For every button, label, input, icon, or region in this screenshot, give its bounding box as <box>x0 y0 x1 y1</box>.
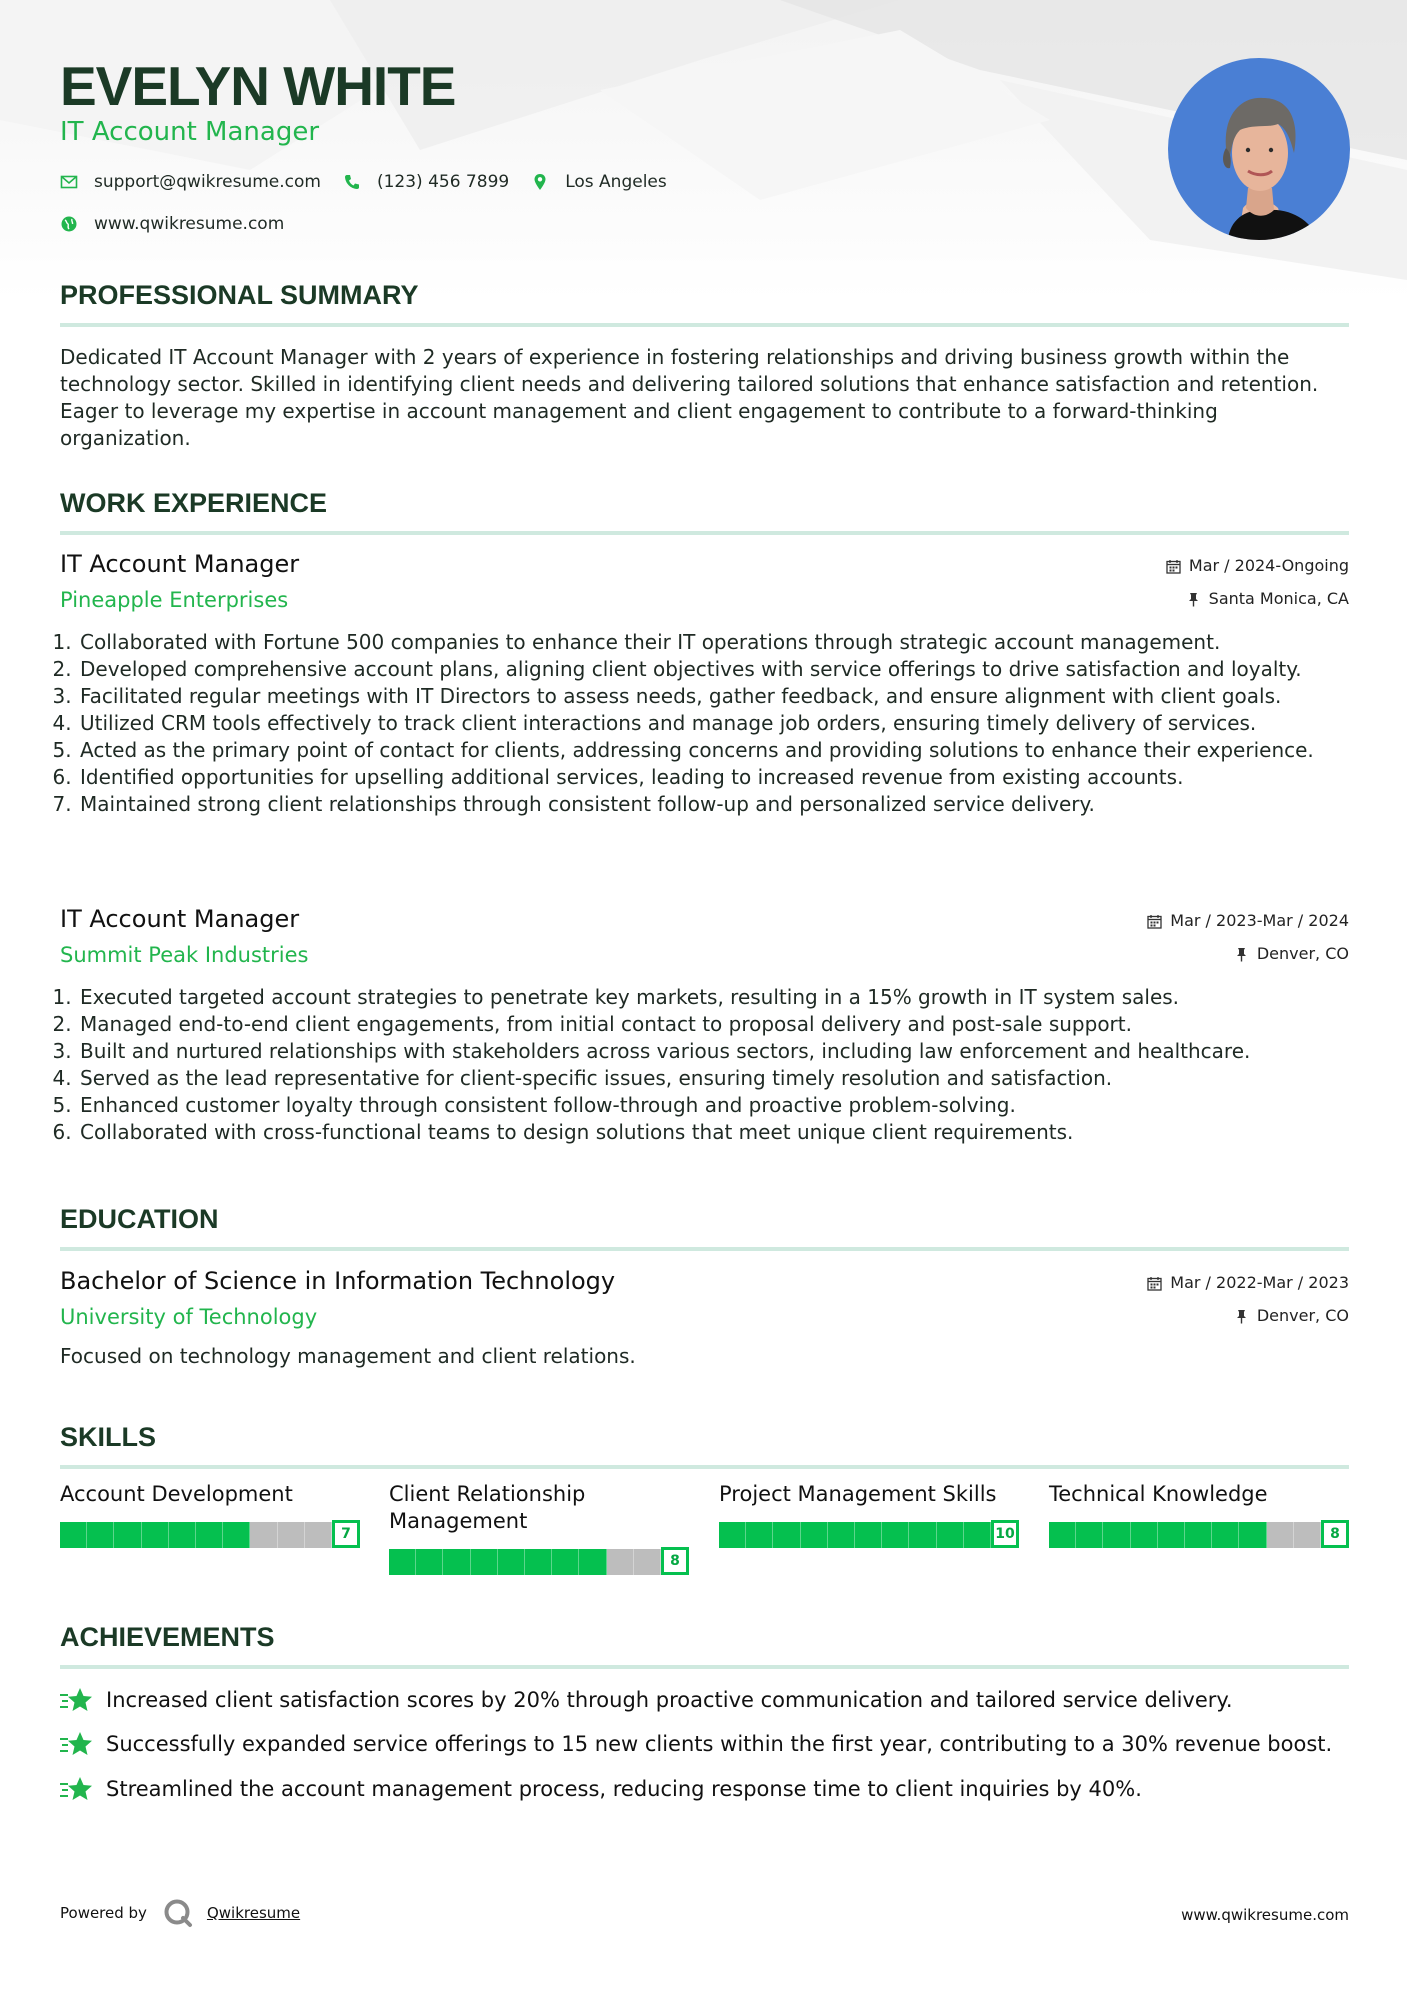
achievements-heading: ACHIEVEMENTS <box>60 1622 1349 1669</box>
job-dates-text: Mar / 2024-Ongoing <box>1188 556 1349 575</box>
skill-bar-segment <box>801 1522 828 1548</box>
calendar-icon <box>1147 1276 1162 1291</box>
skill-name: Client Relationship Management <box>389 1482 586 1533</box>
list-item: 5. Acted as the primary point of contact for clients, addressing concerns and providing solutions to enhance their experience. <box>78 737 1367 764</box>
contact-phone[interactable] <box>343 172 509 192</box>
education-heading: EDUCATION <box>60 1204 1349 1251</box>
job-location <box>1234 944 1349 964</box>
skill-bar-segment <box>719 1522 746 1548</box>
skill-bar-segment <box>882 1522 909 1548</box>
achievement-item <box>60 1686 1349 1714</box>
achievement-item <box>60 1730 1349 1758</box>
skill-bar-segment <box>828 1522 855 1548</box>
candidate-title: IT Account Manager <box>60 117 320 147</box>
skill-bar-segment <box>1103 1522 1130 1548</box>
profile-photo <box>1168 58 1350 240</box>
job-dates <box>1166 556 1349 576</box>
contact-location <box>531 172 667 192</box>
calendar-icon <box>1147 914 1162 929</box>
list-item: 4. Utilized CRM tools effectively to track client interactions and manage job orders, ensuring timely delivery of services. <box>78 710 1367 737</box>
footer-website[interactable]: www.qwikresume.com <box>1181 1906 1349 1924</box>
skill-bar-segment <box>250 1522 277 1548</box>
job-location <box>1186 589 1349 609</box>
job-dates <box>1147 911 1349 931</box>
list-item: 6. Collaborated with cross-functional teams to design solutions that meet unique client requirements. <box>78 1119 1367 1146</box>
skill-name: Project Management Skills <box>719 1482 997 1506</box>
skill-level-bar <box>1049 1520 1349 1548</box>
star-award-icon <box>60 1686 92 1714</box>
footer-powered-by <box>60 1898 300 1928</box>
degree-name: Bachelor of Science in Information Technology <box>60 1267 616 1295</box>
skill-bar-segment <box>114 1522 141 1548</box>
candidate-name: EVELYN WHITE <box>60 55 456 117</box>
powered-by-label: Powered by <box>60 1904 147 1922</box>
skill-bar-segment <box>525 1549 552 1575</box>
education-location-text: Denver, CO <box>1256 1306 1349 1325</box>
skill-item <box>389 1481 689 1569</box>
skill-item <box>1049 1481 1349 1542</box>
education-entry-header <box>60 1266 1349 1329</box>
skill-bar-segment <box>1239 1522 1266 1548</box>
pushpin-icon <box>1234 947 1249 962</box>
skill-bar-segment <box>746 1522 773 1548</box>
skill-level-number: 10 <box>991 1520 1019 1548</box>
skill-bar-segment <box>607 1549 634 1575</box>
star-award-icon <box>60 1775 92 1803</box>
map-pin-icon <box>531 173 549 191</box>
pushpin-icon <box>1234 1309 1249 1324</box>
skill-bar-segment <box>909 1522 936 1548</box>
list-item: 4. Served as the lead representative for client-specific issues, ensuring timely resolution and satisfaction. <box>78 1065 1367 1092</box>
skill-bar-segment <box>634 1549 661 1575</box>
skill-name: Technical Knowledge <box>1049 1482 1268 1506</box>
phone-text: (123) 456 7899 <box>376 172 510 192</box>
phone-icon <box>343 173 361 191</box>
education-dates-text: Mar / 2022-Mar / 2023 <box>1170 1273 1349 1292</box>
contact-row-website <box>60 214 306 234</box>
list-item: 3. Facilitated regular meetings with IT Directors to assess needs, gather feedback, and ensure alignment with client goals. <box>78 683 1367 710</box>
qwikresume-link[interactable]: Qwikresume <box>206 1904 301 1922</box>
skill-bar-segment <box>855 1522 882 1548</box>
job-bullets <box>60 984 1367 1146</box>
skill-bar-segment <box>169 1522 196 1548</box>
skill-item <box>719 1481 1019 1542</box>
skill-bar-segment <box>278 1522 305 1548</box>
job-location-text: Santa Monica, CA <box>1208 589 1349 608</box>
skill-bar-segment <box>773 1522 800 1548</box>
envelope-icon <box>60 173 78 191</box>
skill-level-number: 8 <box>661 1547 689 1575</box>
company-name: Pineapple Enterprises <box>60 588 289 612</box>
contact-website[interactable] <box>60 214 284 234</box>
skill-bar-segment <box>964 1522 991 1548</box>
skill-bar-segment <box>87 1522 114 1548</box>
skills-heading: SKILLS <box>60 1422 1349 1469</box>
job-bullets <box>60 629 1367 818</box>
website-text: www.qwikresume.com <box>94 214 285 234</box>
summary-text: Dedicated IT Account Manager with 2 years of experience in fostering relationships and driving business growth within the technology sector. Skilled in identifying client needs and delivering tailored solutions that enhance satisfaction and retention. Eager to leverage my expertise in account management and client engagement to contribute to a forward-thinking organization. <box>60 345 1319 450</box>
skill-level-bar <box>60 1520 360 1548</box>
list-item: 5. Enhanced customer loyalty through consistent follow-through and proactive problem-solving. <box>78 1092 1367 1119</box>
qwikresume-logo-icon <box>163 1898 193 1928</box>
job-entry-header <box>60 549 1349 612</box>
summary-heading: PROFESSIONAL SUMMARY <box>60 280 1349 327</box>
email-text: support@qwikresume.com <box>94 172 321 192</box>
skill-bar-segment <box>223 1522 250 1548</box>
skill-bar-segment <box>1212 1522 1239 1548</box>
job-dates-text: Mar / 2023-Mar / 2024 <box>1170 911 1349 930</box>
job-location-text: Denver, CO <box>1256 944 1349 963</box>
list-item: 1. Executed targeted account strategies to penetrate key markets, resulting in a 15% growth in IT system sales. <box>78 984 1367 1011</box>
contact-email[interactable] <box>60 172 321 192</box>
skill-bar-segment <box>389 1549 416 1575</box>
job-entry-header <box>60 904 1349 967</box>
skill-name: Account Development <box>60 1482 293 1506</box>
skill-bar-segment <box>1131 1522 1158 1548</box>
skill-level-bar <box>719 1520 1019 1548</box>
skill-item <box>60 1481 360 1542</box>
skill-bar-segment <box>1294 1522 1321 1548</box>
education-dates <box>1147 1273 1349 1293</box>
achievement-item <box>60 1775 1349 1803</box>
school-name: University of Technology <box>60 1305 318 1329</box>
pushpin-icon <box>1186 592 1201 607</box>
skill-bar-segment <box>552 1549 579 1575</box>
list-item: 2. Managed end-to-end client engagements, from initial contact to proposal delivery and post-sale support. <box>78 1011 1367 1038</box>
globe-icon <box>60 215 78 233</box>
skill-bar-segment <box>142 1522 169 1548</box>
list-item: 3. Built and nurtured relationships with stakeholders across various sectors, including law enforcement and healthcare. <box>78 1038 1367 1065</box>
location-text: Los Angeles <box>565 172 667 192</box>
skill-bar-segment <box>443 1549 470 1575</box>
experience-heading: WORK EXPERIENCE <box>60 488 1349 535</box>
skill-bar-segment <box>60 1522 87 1548</box>
skill-bar-segment <box>1267 1522 1294 1548</box>
skill-bar-segment <box>471 1549 498 1575</box>
skill-bar-segment <box>1076 1522 1103 1548</box>
skill-level-bar <box>389 1547 689 1575</box>
skill-bar-segment <box>937 1522 964 1548</box>
skill-bar-segment <box>305 1522 332 1548</box>
achievement-text: Streamlined the account management process, reducing response time to client inquiries by 40%. <box>106 1777 1142 1801</box>
job-title: IT Account Manager <box>60 905 300 933</box>
company-name: Summit Peak Industries <box>60 943 309 967</box>
skill-bar-segment <box>196 1522 223 1548</box>
achievement-text: Increased client satisfaction scores by 20% through proactive communication and tailored service delivery. <box>106 1688 1233 1712</box>
calendar-icon <box>1166 559 1181 574</box>
contact-row <box>60 172 689 192</box>
star-award-icon <box>60 1730 92 1758</box>
education-description: Focused on technology management and client relations. <box>60 1344 636 1368</box>
job-title: IT Account Manager <box>60 550 300 578</box>
skill-bar-segment <box>1158 1522 1185 1548</box>
skill-level-number: 7 <box>332 1520 360 1548</box>
skill-bar-segment <box>1185 1522 1212 1548</box>
skill-level-number: 8 <box>1321 1520 1349 1548</box>
skill-bar-segment <box>579 1549 606 1575</box>
skill-bar-segment <box>1049 1522 1076 1548</box>
skill-bar-segment <box>498 1549 525 1575</box>
education-location <box>1234 1306 1349 1326</box>
list-item: 1. Collaborated with Fortune 500 companies to enhance their IT operations through strategic account management. <box>78 629 1367 656</box>
list-item: 2. Developed comprehensive account plans, aligning client objectives with service offerings to drive satisfaction and loyalty. <box>78 656 1367 683</box>
achievement-text: Successfully expanded service offerings to 15 new clients within the first year, contributing to a 30% revenue boost. <box>106 1732 1333 1756</box>
skill-bar-segment <box>416 1549 443 1575</box>
list-item: 7. Maintained strong client relationships through consistent follow-up and personalized service delivery. <box>78 791 1367 818</box>
list-item: 6. Identified opportunities for upselling additional services, leading to increased revenue from existing accounts. <box>78 764 1367 791</box>
